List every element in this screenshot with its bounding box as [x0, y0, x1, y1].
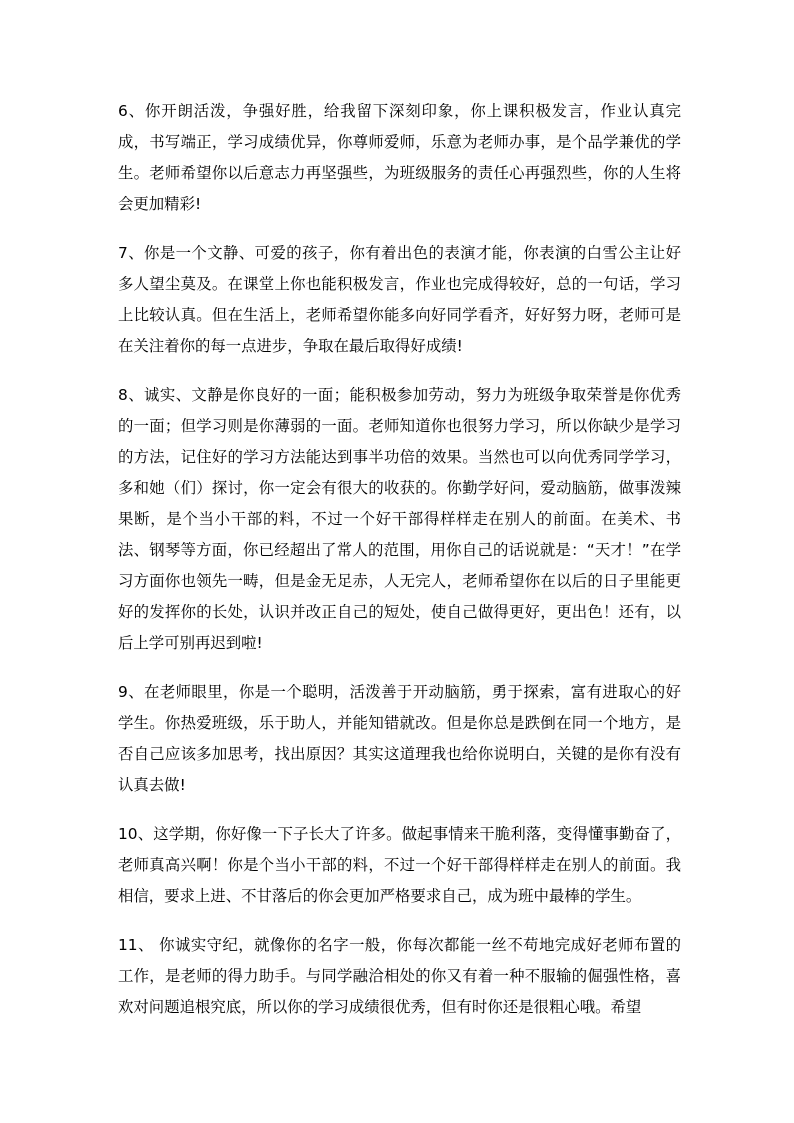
- comment-paragraph-10: 10、这学期，你好像一下子长大了许多。做起事情来干脆利落，变得懂事勤奋了，老师真高兴啊！你是个当小干部的料，不过一个好干部得样样走在别人的前面。我相信，要求上进、不甘落后的你会更加严格要求自己，成为班中最棒的学生。: [118, 825, 681, 905]
- comment-paragraph-6: 6、你开朗活泼，争强好胜，给我留下深刻印象，你上课积极发言，作业认真完成，书写端正，学习成绩优异，你尊师爱师，乐意为老师办事，是个品学兼优的学生。老师希望你以后意志力再坚强些，为班级服务的责任心再强烈些，你的人生将会更加精彩!: [118, 102, 681, 213]
- document-body: [118, 96, 681, 1041]
- comment-paragraph-8: 8、诚实、文静是你良好的一面；能积极参加劳动，努力为班级争取荣誉是你优秀的一面；但学习则是你薄弱的一面。老师知道你也很努力学习，所以你缺少是学习的方法，记住好的学习方法能达到事半功倍的效果。当然也可以向优秀同学学习，多和她（们）探讨，你一定会有很大的收获的。你勤学好问，爱动脑筋，做事泼辣果断，是个当小干部的料，不过一个好干部得样样走在别人的前面。在美术、书法、钢琴等方面，你已经超出了常人的范围，用你自己的话说就是：“天才！”在学习方面你也领先一畴，但是金无足赤，人无完人，老师希望你在以后的日子里能更好的发挥你的长处，认识并改正自己的短处，使自己做得更好，更出色！还有，以后上学可别再迟到啦!: [118, 386, 681, 652]
- comment-paragraph-11: 11、 你诚实守纪，就像你的名字一般，你每次都能一丝不苟地完成好老师布置的工作，是老师的得力助手。与同学融洽相处的你又有着一种不服输的倔强性格，喜欢对问题追根究底，所以你的学习成绩很优秀，但有时你还是很粗心哦。希望: [118, 936, 681, 1016]
- comment-paragraph-9: 9、在老师眼里，你是一个聪明，活泼善于开动脑筋，勇于探索，富有进取心的好学生。你热爱班级，乐于助人，并能知错就改。但是你总是跌倒在同一个地方，是否自己应该多加思考，找出原因？其实这道理我也给你说明白，关键的是你有没有认真去做!: [118, 683, 681, 794]
- comment-paragraph-7: 7、你是一个文静、可爱的孩子，你有着出色的表演才能，你表演的白雪公主让好多人望尘莫及。在课堂上你也能积极发言，作业也完成得较好，总的一句话，学习上比较认真。但在生活上，老师希望你能多向好同学看齐，好好努力呀，老师可是在关注着你的每一点进步，争取在最后取得好成绩!: [118, 244, 681, 355]
